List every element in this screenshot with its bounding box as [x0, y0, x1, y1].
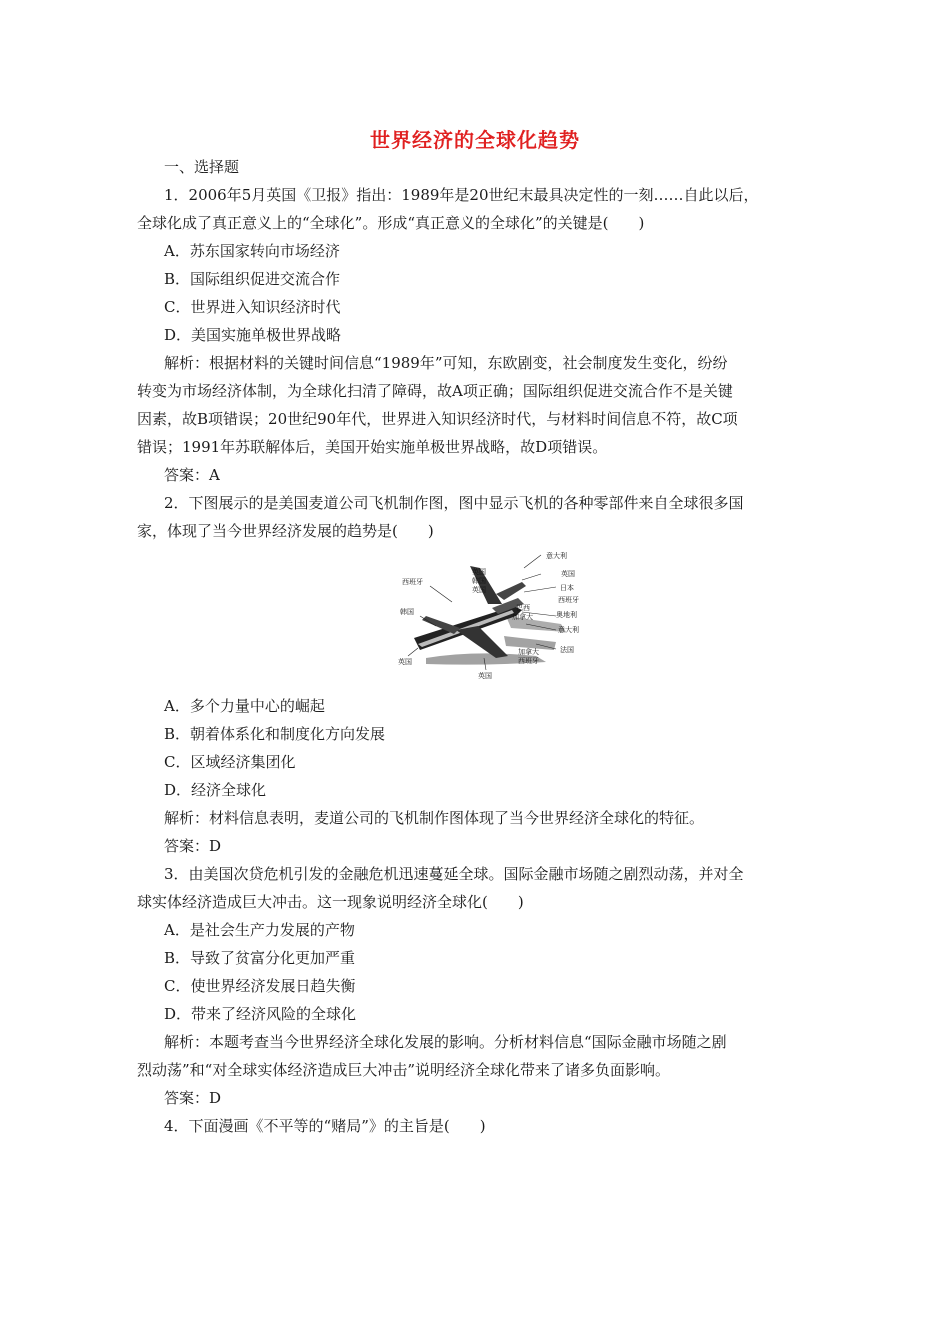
q3-option-d: D．带来了经济风险的全球化 [164, 1005, 357, 1023]
label-japan: 日本 [560, 584, 574, 592]
label-france: 法国 [560, 646, 574, 654]
q1-option-c: C．世界进入知识经济时代 [164, 298, 341, 316]
q1-stem-line1: 1．2006年5月英国《卫报》指出：1989年是20世纪末最具决定性的一刻……自此以后， [164, 186, 759, 204]
q3-stem-line1: 3．由美国次贷危机引发的金融危机迅速蔓延全球。国际金融市场随之剧烈动荡，并对全 [164, 865, 744, 883]
q1-analysis-line4: 错误；1991年苏联解体后，美国开始实施单极世界战略，故D项错误。 [137, 438, 608, 456]
label-uk-bottom: 英国 [478, 672, 492, 680]
q3-analysis-line1: 解析：本题考查当今世界经济全球化发展的影响。分析材料信息“国际金融市场随之剧 [164, 1033, 727, 1051]
label-canada-2: 加拿大 [518, 648, 539, 656]
q1-analysis-line2: 转变为市场经济体制，为全球化扫清了障碍，故A项正确；国际组织促进交流合作不是关键 [137, 382, 733, 400]
label-austria: 奥地利 [556, 611, 577, 619]
aircraft-illustration [396, 546, 592, 684]
label-spain-right: 西班牙 [558, 596, 579, 604]
label-uk-top: 英国 [472, 568, 486, 576]
q3-option-a: A．是社会生产力发展的产物 [164, 921, 355, 939]
aircraft-parts-figure [396, 546, 592, 684]
q1-analysis-line1: 解析：根据材料的关键时间信息“1989年”可知，东欧剧变，社会制度发生变化，纷纷 [164, 354, 728, 372]
q1-option-a: A．苏东国家转向市场经济 [164, 242, 340, 260]
q2-option-d: D．经济全球化 [164, 781, 267, 799]
label-korea-left: 韩国 [400, 608, 414, 616]
q1-option-d: D．美国实施单极世界战略 [164, 326, 342, 344]
q3-stem-line2: 球实体经济造成巨大冲击。这一现象说明经济全球化( ) [137, 893, 524, 911]
q2-option-c: C．区域经济集团化 [164, 753, 296, 771]
q2-stem-line2: 家，体现了当今世界经济发展的趋势是( ) [137, 522, 434, 540]
label-spain-lower: 西班牙 [518, 657, 539, 665]
label-italy-top: 意大利 [546, 552, 567, 560]
q2-analysis-line1: 解析：材料信息表明，麦道公司的飞机制作图体现了当今世界经济全球化的特征。 [164, 809, 705, 827]
q4-stem-line1: 4．下面漫画《不平等的“赌局”》的主旨是( ) [164, 1117, 486, 1135]
label-canada-1: 加拿大 [512, 613, 533, 621]
q3-option-b: B．导致了贫富分化更加严重 [164, 949, 356, 967]
label-uk-top2: 英国 [472, 586, 486, 594]
label-italy-right: 意大利 [558, 626, 579, 634]
label-brazil: 巴西 [516, 604, 530, 612]
label-korea-top: 韩国 [472, 577, 486, 585]
section-heading: 一、选择题 [164, 158, 240, 176]
q1-stem-line2: 全球化成了真正意义上的“全球化”。形成“真正意义的全球化”的关键是( ) [137, 214, 645, 232]
label-uk-right: 英国 [561, 570, 575, 578]
q3-analysis-line2: 烈动荡”和“对全球实体经济造成巨大冲击”说明经济全球化带来了诸多负面影响。 [137, 1061, 671, 1079]
q2-answer: 答案：D [164, 837, 222, 855]
q3-option-c: C．使世界经济发展日趋失衡 [164, 977, 356, 995]
q2-option-b: B．朝着体系化和制度化方向发展 [164, 725, 386, 743]
q1-option-b: B．国际组织促进交流合作 [164, 270, 341, 288]
q1-analysis-line3: 因素，故B项错误；20世纪90年代，世界进入知识经济时代，与材料时间信息不符，故C项 [137, 410, 738, 428]
q2-option-a: A．多个力量中心的崛起 [164, 697, 325, 715]
q2-stem-line1: 2．下图展示的是美国麦道公司飞机制作图，图中显示飞机的各种零部件来自全球很多国 [164, 494, 744, 512]
label-uk-left: 英国 [398, 658, 412, 666]
q3-answer: 答案：D [164, 1089, 222, 1107]
q1-answer: 答案：A [164, 466, 220, 484]
page-title: 世界经济的全球化趋势 [370, 128, 580, 152]
label-spain-left: 西班牙 [402, 578, 423, 586]
